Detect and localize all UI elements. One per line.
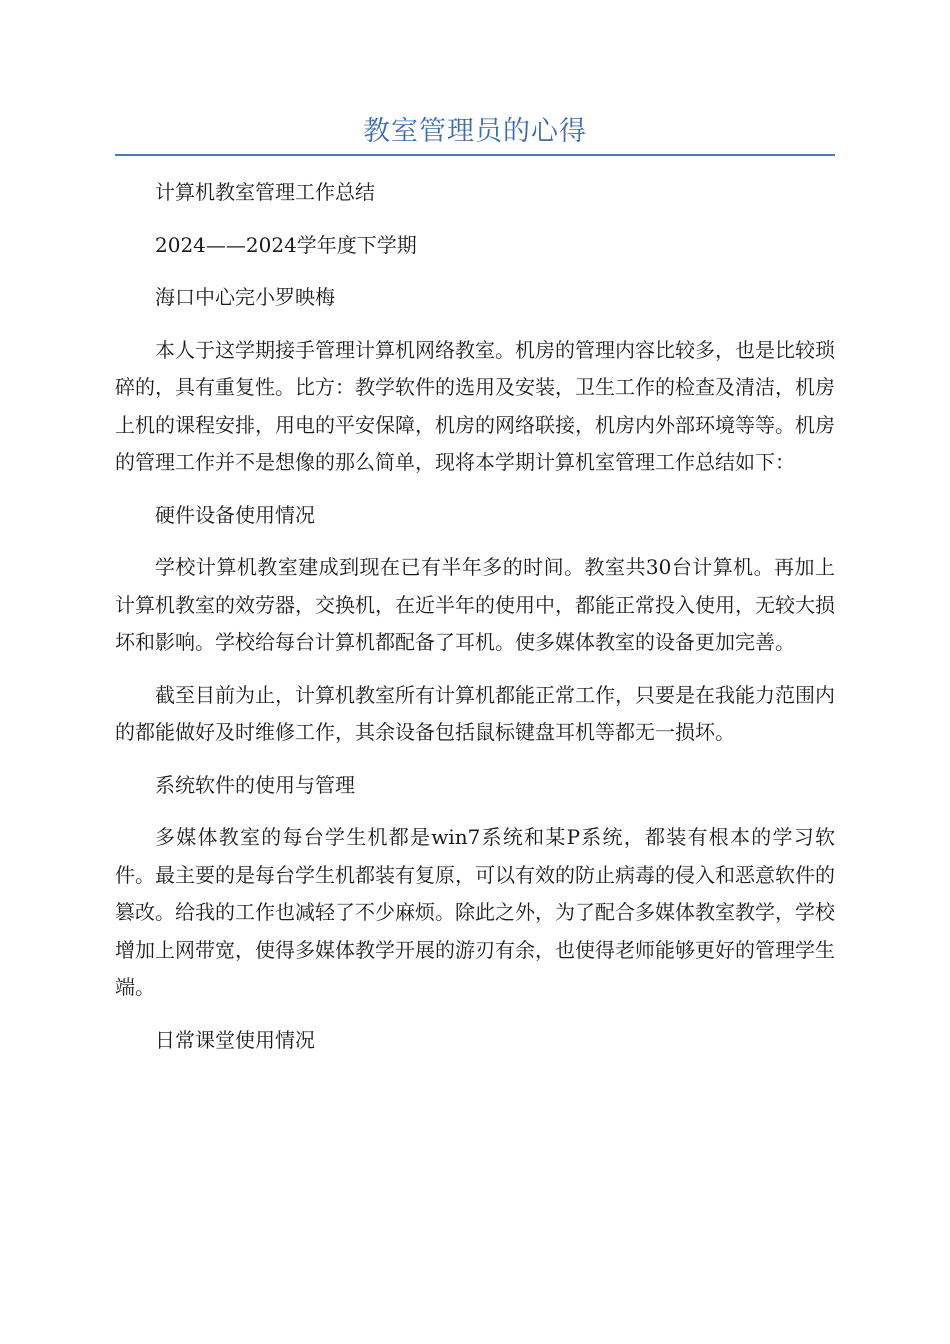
title-underline bbox=[115, 154, 835, 156]
term-paragraph: 2024——2024学年度下学期 bbox=[155, 232, 417, 257]
section-heading-software: 系统软件的使用与管理 bbox=[155, 772, 355, 797]
author-paragraph: 海口中心完小罗映梅 bbox=[155, 285, 335, 309]
maintenance-paragraph: 截至目前为止，计算机教室所有计算机都能正常工作，只要是在我能力范围内的都能做好及时维修工作，其余设备包括鼠标键盘耳机等都无一损坏。 bbox=[115, 682, 835, 744]
subtitle-paragraph: 计算机教室管理工作总结 bbox=[155, 180, 375, 204]
intro-paragraph: 本人于这学期接手管理计算机网络教室。机房的管理内容比较多，也是比较琐碎的，具有重复性。比方：教学软件的选用及安装，卫生工作的检查及清洁，机房上机的课程安排，用电的平安保障，机房的网络联接，机房内外部环境等等。机房的管理工作并不是想像的那么简单，现将本学期计算机室管理工作总结如下： bbox=[115, 337, 835, 474]
hardware-paragraph: 学校计算机教室建成到现在已有半年多的时间。教室共30台计算机。再加上计算机教室的效劳器，交换机，在近半年的使用中，都能正常投入使用，无较大损坏和影响。学校给每台计算机都配备了耳机。使多媒体教室的设备更加完善。 bbox=[115, 555, 835, 654]
document-title: 教室管理员的心得 bbox=[363, 116, 587, 147]
section-heading-classroom: 日常课堂使用情况 bbox=[155, 1027, 315, 1052]
software-paragraph: 多媒体教室的每台学生机都是win7系统和某P系统，都装有根本的学习软件。最主要的是每台学生机都装有复原，可以有效的防止病毒的侵入和恶意软件的篡改。给我的工作也减轻了不少麻烦。除此之外，为了配合多媒体教室教学，学校增加上网带宽，使得多媒体教学开展的游刃有余，也使得老师能够更好的管理学生端。 bbox=[115, 825, 835, 999]
section-heading-hardware: 硬件设备使用情况 bbox=[155, 502, 315, 527]
document-body bbox=[115, 174, 835, 1074]
